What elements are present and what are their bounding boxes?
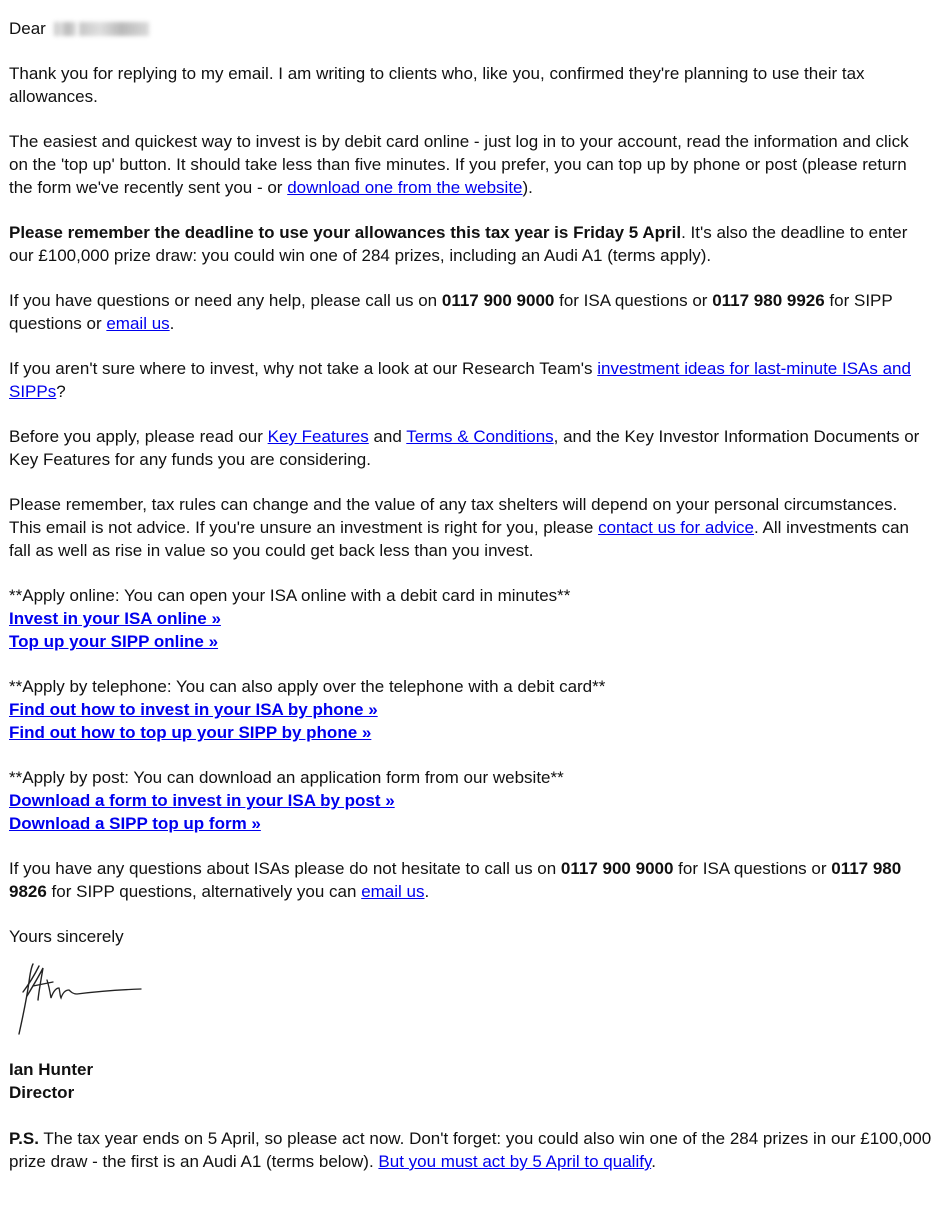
isa-phone-number-2: 0117 900 9000 xyxy=(560,859,674,878)
apply-phone-section xyxy=(9,675,932,744)
research-paragraph: If you aren't sure where to invest, why not take a look at our Research Team's investment ideas for last-minute ISAs and SIPPs? xyxy=(9,359,911,401)
closing: Yours sincerely xyxy=(9,927,124,946)
act-by-deadline-link[interactable]: But you must act by 5 April to qualify xyxy=(378,1152,652,1171)
deadline-notice: Please remember the deadline to use your allowances this tax year is Friday 5 April xyxy=(9,223,682,242)
topup-sipp-phone-link[interactable]: Find out how to top up your SIPP by phone » xyxy=(9,723,372,742)
invest-isa-online-link[interactable]: Invest in your ISA online » xyxy=(9,609,221,628)
sipp-phone-number: 0117 980 9926 xyxy=(712,291,825,310)
risk-warning-paragraph: Please remember, tax rules can change and the value of any tax shelters will depend on your personal circumstances. This email is not advice. If you're unsure an investment is right for you, please contact us for advice. All investments can fall as well as rise in value so you could get back less than you invest. xyxy=(9,495,909,560)
signature-image xyxy=(13,956,932,1038)
apply-post-section xyxy=(9,766,932,835)
download-form-link[interactable]: download one from the website xyxy=(287,178,523,197)
apply-phone-heading: **Apply by telephone: You can also apply over the telephone with a debit card** xyxy=(9,677,606,696)
signer-name: Ian Hunter xyxy=(9,1060,94,1079)
signer-block xyxy=(9,1058,932,1104)
isa-post-form-link[interactable]: Download a form to invest in your ISA by post » xyxy=(9,791,395,810)
help-paragraph: If you have questions or need any help, please call us on 0117 900 9000 for ISA questions or 0117 980 9926 for SIPP questions or email us. xyxy=(9,291,893,333)
sipp-topup-form-link[interactable]: Download a SIPP top up form » xyxy=(9,814,261,833)
deadline-paragraph: Please remember the deadline to use your allowances this tax year is Friday 5 April. It's also the deadline to enter our £100,000 prize draw: you could win one of 284 prizes, including an Audi A1 (terms apply). xyxy=(9,223,908,265)
ps-label: P.S. xyxy=(9,1129,39,1148)
isa-phone-number: 0117 900 9000 xyxy=(441,291,555,310)
signer-role: Director xyxy=(9,1083,75,1102)
apply-online-heading: **Apply online: You can open your ISA online with a debit card in minutes** xyxy=(9,586,571,605)
greeting xyxy=(9,17,932,40)
sipp-phone-number-2: 0117 980 9826 xyxy=(9,859,902,901)
email-us-link[interactable]: email us xyxy=(106,314,170,333)
key-features-paragraph: Before you apply, please read our Key Features and Terms & Conditions, and the Key Investor Information Documents or Key Features for any funds you are considering. xyxy=(9,427,920,469)
how-to-invest-paragraph: The easiest and quickest way to invest is by debit card online - just log in to your account, read the information and click on the 'top up' button. It should take less than five minutes. If you prefer, you can top up by phone or post (please return the form we've recently sent you - or download one from the website). xyxy=(9,132,909,197)
apply-post-heading: **Apply by post: You can download an application form from our website** xyxy=(9,768,564,787)
terms-conditions-link[interactable]: Terms & Conditions xyxy=(406,427,554,446)
greeting-dear: Dear xyxy=(9,19,46,38)
investment-ideas-link[interactable]: investment ideas for last-minute ISAs and SIPPs xyxy=(9,359,911,401)
intro-paragraph: Thank you for replying to my email. I am writing to clients who, like you, confirmed they're planning to use their tax allowances. xyxy=(9,64,865,106)
key-features-link[interactable]: Key Features xyxy=(267,427,369,446)
invest-isa-phone-link[interactable]: Find out how to invest in your ISA by phone » xyxy=(9,700,378,719)
apply-online-section xyxy=(9,584,932,653)
questions-paragraph: If you have any questions about ISAs please do not hesitate to call us on 0117 900 9000 for ISA questions or 0117 980 9826 for SIPP questions, alternatively you can email us. xyxy=(9,859,902,901)
postscript-paragraph: P.S. The tax year ends on 5 April, so please act now. Don't forget: you could also win one of the 284 prizes in our £100,000 prize draw - the first is an Audi A1 (terms below). But you must act by 5 April to qualify. xyxy=(9,1129,932,1171)
topup-sipp-online-link[interactable]: Top up your SIPP online » xyxy=(9,632,219,651)
redacted-title xyxy=(54,22,76,36)
redacted-recipient-name xyxy=(79,22,149,36)
contact-advice-link[interactable]: contact us for advice xyxy=(598,518,755,537)
email-us-link-2[interactable]: email us xyxy=(361,882,425,901)
